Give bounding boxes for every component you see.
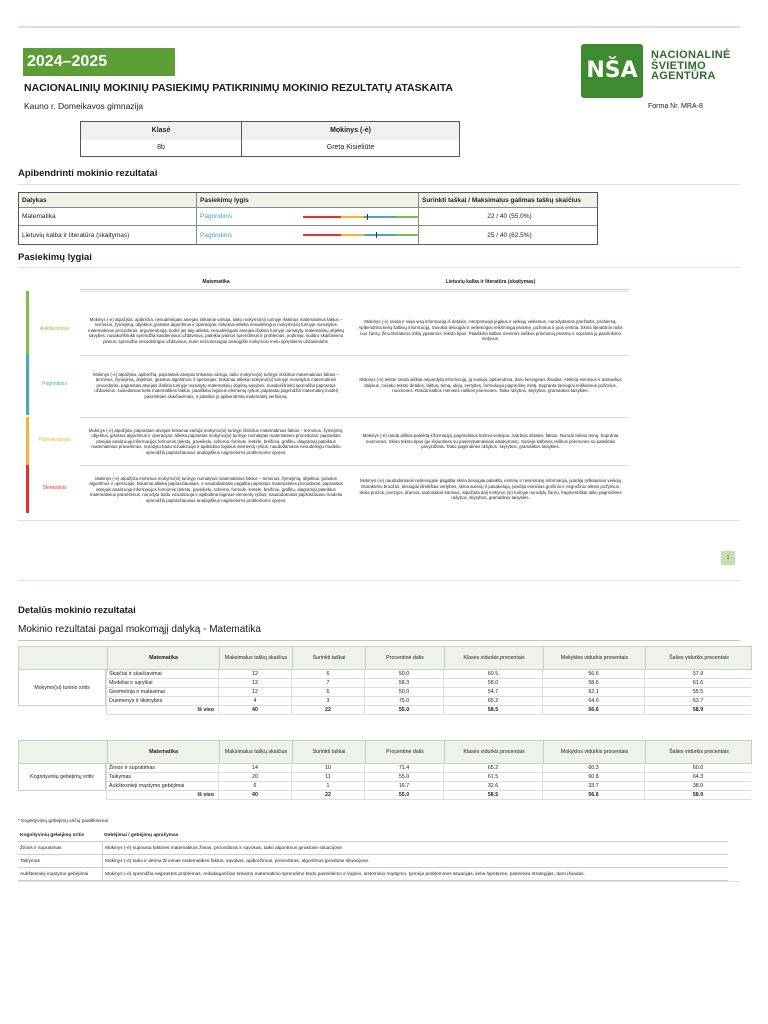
detail-col-header: Šalies vidurkis procentais [645, 741, 752, 763]
level-bar-segment [364, 216, 395, 218]
detail-cell: 55.0 [364, 791, 443, 800]
levels-col-math: Matematika [80, 275, 352, 290]
page-number: 1 [721, 551, 735, 565]
detail-cell: 75.0 [364, 697, 443, 706]
detail-cell: 56.6 [542, 706, 644, 715]
level-bar-segment [303, 234, 341, 236]
detail-cell: 22 [291, 791, 364, 800]
details-divider [18, 640, 740, 641]
detail-col-header: Maksimalus taškų skaičius [219, 741, 292, 763]
detail-col-header: Klasės vidurkis procentais [444, 647, 543, 669]
detail-total-row [18, 791, 752, 800]
level-text: Pagrindinis [200, 213, 233, 220]
detail-cell: 60.3 [542, 764, 644, 773]
score-text: 22 / 40 (55.0%) [487, 213, 532, 220]
detail-row [18, 679, 752, 688]
detail-col-header: Šalies vidurkis procentais [645, 647, 752, 669]
detail-row [18, 782, 752, 791]
school-year-badge: 2024–2025 [23, 48, 175, 76]
detail-cell: 6 [291, 688, 364, 697]
details-heading: Detalūs mokinio rezultatai [18, 605, 136, 616]
detail-col-header: Procentinė dalis [365, 741, 444, 763]
detail-table-cognitive [18, 740, 752, 812]
level-math-desc: Mokinys (-ė) atpažįsta, apibrėžia, paprastais atvejais tinkamai vartoja, taiko mokymo(si) turinyje išskirtus matematinius faktus – terminus, žymėjimą, objektus, įprastus algoritmus ir operacijas; tinkamai atlieka mokymo(si) turinyje numatytus matematines procedūras, paprastais atvejais išskiria turinyje numatytų matematinių objektų savybes, nusako/išrinkti sprendžia paprastus uždavinius, susiedamas kelis matematikos faktus, paaiškina loginius elementų ryšius; paprastai pagrindžia matematinį modelį pasirinktais skaičiavimais, ir pateikia jo apibendrintą matematinį vertinimą. [80, 355, 352, 415]
levels-bottom-divider [18, 520, 740, 521]
glossary-row: Žinios ir supratimas Mokinys (-ė) supranta faktines matematikos žinias, procedūras ir sąvokas, taiko algoritmus įprastose situacijose. [18, 842, 728, 855]
detail-col-header: Klasės vidurkis procentais [444, 741, 543, 763]
summary-header-row [19, 193, 597, 208]
detail-cell: 40 [218, 706, 291, 715]
detail-row [18, 688, 752, 697]
detail-cell: 58.5 [443, 706, 542, 715]
detail-cell: 3 [291, 697, 364, 706]
school-name: Kauno r. Domeikavos gimnazija [24, 101, 144, 111]
detail-cell: 7 [291, 679, 364, 688]
form-number: Forma Nr. MRA-8 [648, 103, 703, 110]
detail-col-header: Matematika [107, 741, 219, 763]
detail-cell: 64.3 [644, 773, 751, 782]
level-lit-desc: Mokinys (-ė) randa ir sieja visą informaciją iš detalės, interpretuoja jėgikus ir veikėjų veiksmus, nurodydamas priežastis, problemą. Apibendrina kelių šaltinių informaciją. Suvokia tiesiogiai ir netiesiogiai reikšmingą prasmę, požiūrius ir juos vertina. Skiria literatūros rūšis nuo žanrų, žino literatūros rūšių ypatumus, teksto tipus. Paaiškina kalbos meninės raiškos priemonių prasmę ir supranta jų pasirinkimo motyvus. [352, 291, 629, 369]
detail-cell: Aukštesnieji mąstymo gebėjimai [106, 782, 218, 791]
detail-cell: 61.6 [644, 679, 751, 688]
detail-col-header: Maksimalus taškų skaičius [219, 647, 292, 669]
detail-cell: 50.0 [364, 670, 443, 679]
summary-table [18, 192, 598, 245]
level-bar-segment [364, 234, 395, 236]
summary-row-math [19, 208, 597, 226]
detail-group-label: Kognityvinių gebėjimų sritis [18, 764, 106, 791]
detail-col-header: Mokyklos vidurkis procentais [543, 741, 645, 763]
detail-cell: 61.5 [443, 773, 542, 782]
col-score: Surinkti taškai / Maksimalus galimas taškų skaičius [422, 196, 581, 204]
detail-cell: 50.0 [364, 688, 443, 697]
detail-cell: 71.4 [364, 764, 443, 773]
detail-cell: 20 [218, 773, 291, 782]
detail-cell: 65.2 [443, 764, 542, 773]
detail-cell: Geometrija ir matavimai [106, 688, 218, 697]
detail-cell: Taikymas [106, 773, 218, 782]
level-lit-desc: Mokinys (-ė) naudodamasis netiesiogine pagalba skiria tiesiogiai pateiktą, esminę ir nesesminę informaciją, įvardija ryškiausius veikėjų charakterio bruožus, tiesiogiai išreikštas vertybes, skiria autorių ir pasakotoją, įvardija esminius grožinio ir negrožinio teksto požymius, skiria prozos, poezijos, dramos, tautosakos kūrinius, atpažįsta dalį mokymo (si) turinyje nurodytų žanrų, fragmentiškai taiko pagrindines rašybos, skyrybos, gramatikos taisykles. [352, 465, 629, 513]
detail-cell: Iš viso [106, 706, 218, 715]
level-bar-marker [367, 214, 368, 220]
detail-cell: 60.5 [443, 670, 542, 679]
detail-cell: 58.5 [443, 791, 542, 800]
level-math-desc: Mokinys (-ė) atpažįsta, apibrėžia, nesudėtingais atvejais tinkamai vartoja, taiko mokymo(si) turinyje išskirtus matematinius faktus – terminus, žymėjimą, objektus, įprastus algoritmus ir operacijas; tinkamai atlieka nesudėtingus mokymo(si) turinyje numatytus matematinius procedūras, argumentuoja, kodėl jas taip atlieka, nesudėtingais atvejais išskiria turinyje numatytų matematinių objektų savybes, nusako/išrinkti sprendžia kasdieninius uždavinius, pateikia įvairius sprendimus ir problemas, įrodinėja, sudaro skaičiavimo planus; sprendžia nesudėtingus uždavinius, kurie nėra tiesiogiai analogiški mokymosi metu spręstiems uždaviniams. [80, 291, 352, 369]
detail-cell: 57.9 [644, 670, 751, 679]
bottom-divider [18, 881, 740, 882]
summary-heading: Apibendrinti mokinio rezultatai [18, 168, 158, 179]
levels-col-lit: Lietuvių kalba ir literatūra (skaitymas) [352, 275, 629, 290]
glossary-row: Aukštesnieji mąstymo gebėjimai Mokinys (-ė) sprendžia neįprastos problemas, reikalaujančias tinkamo matematinio sprendimo būdo pasirinkimo ir loginio, sisteminio mąstymo, tyrinėja problemines situacijas, kelia hipotezes, pasirenka strategijas, daro išvadas. [18, 868, 728, 881]
level-bar-segment [303, 216, 341, 218]
detail-cell: Skaičiai ir skaičiavimai [106, 670, 218, 679]
detail-cell: 1 [291, 782, 364, 791]
detail-cell: 40 [218, 791, 291, 800]
detail-col-header: Mokyklos vidurkis procentais [543, 647, 645, 669]
level-lit-desc: Mokinys (-ė) randa aiškiai pateiktą informaciją: pagrindinius kūrinio veikėjus, svarbias detales, faktus. Nurodo teksto temą. Supranta nuomones. Skiria teksto tipus (jei išsiuntinas su pasirenkamaisiais atsakymais). Susieja kalbinės raiškos priemones su pateiktais pavyzdžiais. Taiko pagrindines rašybos, skyrybos, gramatikos taisykles. [352, 417, 629, 465]
detail-cell: Iš viso [106, 791, 218, 800]
detail-cell: 10 [291, 764, 364, 773]
detail-cell: 56.6 [542, 670, 644, 679]
glossary-header: Kognityvinių gebėjimų sritis Gebėjimai / gebėjimų aprašymas [18, 829, 728, 842]
detail-table-content-areas [18, 646, 752, 732]
subject-name: Matematika [19, 208, 197, 225]
detail-cell: 32.6 [443, 782, 542, 791]
detail-cell: 55.0 [364, 773, 443, 782]
footnote: * Kognityvinių gebėjimų sričių paaiškinimai [18, 819, 109, 824]
page-break-divider [18, 580, 740, 581]
detail-col-header: Surinkti taškai [292, 741, 365, 763]
detail-cell: Modeliai ir sąryšiai [106, 679, 218, 688]
detail-cell: 60.0 [644, 764, 751, 773]
level-bar [303, 216, 419, 218]
detail-cell: 58.9 [644, 706, 751, 715]
detail-cell: Žinios ir supratimas [106, 764, 218, 773]
detail-cell: 63.7 [644, 697, 751, 706]
level-bar-marker [376, 232, 377, 238]
class-value: 8b [157, 144, 165, 151]
level-lit-desc: Mokinys (-ė) tekste randa aiškiai neįvardytą informaciją, ją susieja, apibendrina, daro tiesioginės išvadas. Atskiria esminius ir antraeilius dalykus, nusako teksto detales, faktus, temą, idėją, vertybes, formuluoja pagrindinę mintį. Supranta tiesiogiai reiškiamus požiūrius, nuomones. Randa kalbos meninės raiškos priemones. Taiko rašybos, skyrybos, gramatikos taisykles. [352, 355, 629, 415]
student-info-box [80, 121, 460, 157]
detail-cell: 60.8 [542, 773, 644, 782]
detail-col-header: Surinkti taškai [292, 647, 365, 669]
level-label-slenkstinis: Slenkstinis [26, 465, 80, 513]
levels-divider [18, 267, 740, 268]
level-bar [303, 234, 419, 236]
detail-cell: 12 [218, 688, 291, 697]
level-label-pagrindinis: Pagrindinis [26, 355, 80, 415]
detail-cell: Duomenys ir tikimybės [106, 697, 218, 706]
detail-cell: 64.0 [542, 697, 644, 706]
level-label-patenkinamas: Patenkinamas [26, 417, 80, 465]
detail-cell: 38.0 [644, 782, 751, 791]
level-label-aukstesnysis: Aukštesnysis [26, 291, 80, 369]
detail-cell: 33.7 [542, 782, 644, 791]
score-text: 25 / 40 (62.5%) [487, 231, 532, 239]
logo-text: NACIONALINĖ ŠVIETIMO AGENTŪRA [651, 49, 731, 82]
detail-header-row [18, 740, 752, 764]
detail-cell: 6 [291, 670, 364, 679]
level-math-desc: Mokinys (-ė) atpažįsta esminius mokymo(si) turinyje numatytus matematinius faktus – terminus, žymėjimą, objektus, įprastus algoritmus ir operacijas; tinkamai atlieka paprasčiausiais, o naudodamasis pagalba paprastus matematines procedūras, paprastais atvejais analizuoja informacijos formomis (tekstu, paveikslu, schema, formule, lentele, brėžiniu, grafiku, diagrama) pateiktus matematinius pranešimus, nurodytu būdu vizualizuoja ir apibūdina loginius elementų ryšius; naudodamasis paprasčiausiu modeliu sprendžia paprasčiausius analogiškus nagrinėtoms problemoms spręsti. [80, 465, 352, 513]
student-label: Mokinys (-ė) [242, 122, 459, 140]
top-divider [18, 26, 740, 28]
detail-cell: 65.2 [443, 697, 542, 706]
details-subheading: Mokinio rezultatai pagal mokomąjį dalyką - Matematika [18, 624, 261, 635]
logo-mark: NŠA [581, 44, 643, 98]
detail-header-row [18, 646, 752, 670]
detail-col-header: Matematika [107, 647, 219, 669]
detail-cell: 6 [218, 782, 291, 791]
detail-cell: 16.7 [364, 782, 443, 791]
col-subject: Dalykas [19, 193, 197, 207]
summary-row-lithuanian [19, 226, 597, 244]
detail-cell: 14 [218, 764, 291, 773]
detail-cell: 56.6 [542, 791, 644, 800]
report-title: NACIONALINIŲ MOKINIŲ PASIEKIMŲ PATIKRINIMŲ MOKINIO REZULTATŲ ATASKAITA [24, 82, 453, 94]
level-bar-segment [341, 234, 364, 236]
detail-cell: 12 [218, 670, 291, 679]
detail-cell: 58.9 [644, 791, 751, 800]
detail-cell: 54.7 [443, 688, 542, 697]
detail-row [18, 773, 752, 782]
detail-cell: 22 [291, 706, 364, 715]
detail-cell: 11 [291, 773, 364, 782]
level-text: Pagrindinis [200, 231, 233, 239]
detail-cell: 52.1 [542, 688, 644, 697]
class-label: Klasė [81, 122, 241, 140]
detail-cell: 58.0 [443, 679, 542, 688]
student-name: Greta Kisieliūtė [326, 144, 375, 151]
summary-divider [18, 184, 740, 185]
detail-cell: 12 [218, 679, 291, 688]
level-bar-segment [396, 216, 419, 218]
detail-cell: 58.6 [542, 679, 644, 688]
detail-cell: 58.3 [364, 679, 443, 688]
detail-row [18, 697, 752, 706]
col-level: Pasiekimų lygis [197, 193, 419, 207]
detail-cell: 55.0 [364, 706, 443, 715]
level-math-desc: Mokinys (-ė) atpažįsta, paprastais atvejais tinkamai vartoja mokymo(si) turinyje išskirtus matematinius faktus – terminus, žymėjimą, objektus, įprastus algoritmus ir operacijas; atlieka paprastas mokymo(si) turinyje numatytas matematines procedūras; paprastais atvejais analizuoja informacijos formomis (tekstu, paveikslu, schema, formule, lentele, brėžiniu, grafiku, diagrama) pateiktus matematinius pranešimus, nurodytu būdu vizualizuoja ir apibūdina loginius elementų ryšius; naudodamasis nesudėtingu modeliu sprendžia paprasčiausius analogiškus nagrinėtoms problemoms spręsti. [80, 417, 352, 465]
detail-row [18, 670, 752, 679]
subject-name: Lietuvių kalba ir literatūra (skaitymas) [19, 226, 197, 244]
glossary-row: Taikymas Mokinys (-ė) taiko ir derina žinomas matematikos faktus, sąvokas, apibrėžimus, procedūras, algoritmus įprastose situacijose. [18, 855, 728, 868]
glossary-table [18, 829, 728, 881]
level-bar-segment [396, 234, 419, 236]
detail-col-header: Procentinė dalis [365, 647, 444, 669]
detail-total-row [18, 706, 752, 715]
detail-cell: 55.5 [644, 688, 751, 697]
detail-group-label: Mokymo(si) turinio sritis [18, 670, 106, 706]
level-bar-segment [341, 216, 364, 218]
detail-row [18, 764, 752, 773]
nsa-logo [581, 44, 741, 98]
levels-heading: Pasiekimų lygiai [18, 252, 92, 263]
detail-cell: 4 [218, 697, 291, 706]
